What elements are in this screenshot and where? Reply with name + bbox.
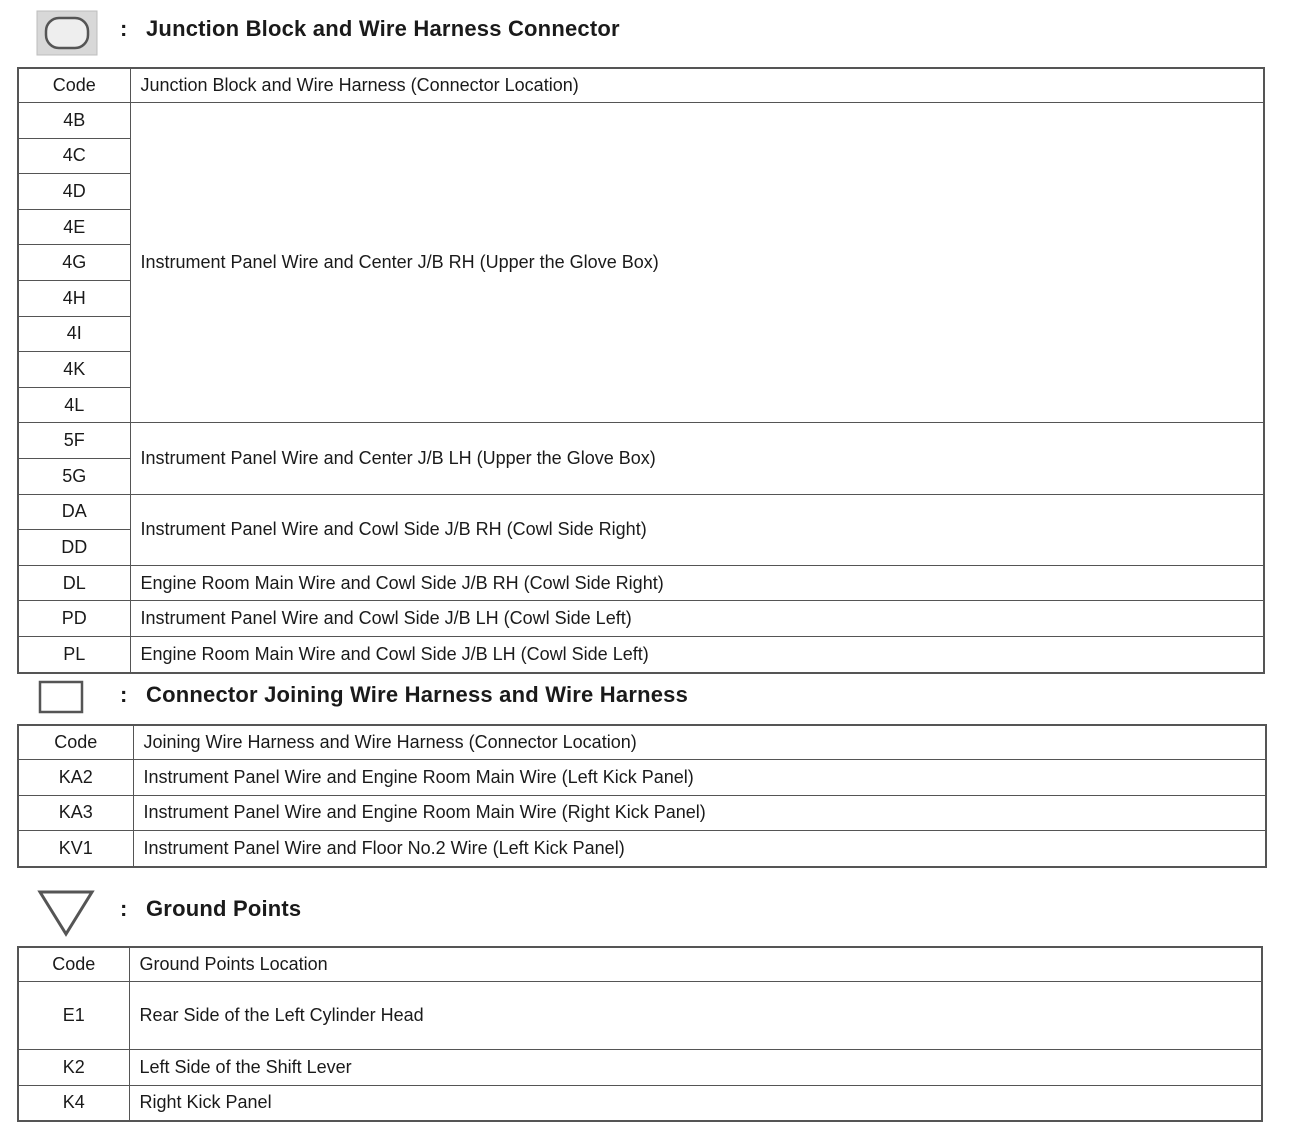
code-cell: PL — [18, 636, 130, 672]
table-row — [18, 1085, 1262, 1121]
desc-cell: Instrument Panel Wire and Cowl Side J/B LH (Cowl Side Left) — [130, 601, 1264, 637]
code-cell: K4 — [18, 1085, 129, 1121]
desc-cell: Instrument Panel Wire and Engine Room Main Wire (Right Kick Panel) — [133, 795, 1266, 831]
ground-section-header — [0, 890, 1312, 930]
table-header-row — [18, 68, 1264, 103]
junction-section-colon: : — [120, 16, 128, 41]
desc-cell: Instrument Panel Wire and Engine Room Main Wire (Left Kick Panel) — [133, 760, 1266, 796]
code-cell: DD — [18, 530, 130, 566]
connector-section-header — [0, 676, 1312, 716]
code-cell: 4E — [18, 209, 130, 245]
table-row — [18, 760, 1266, 796]
table-header-row — [18, 947, 1262, 982]
table-row — [18, 565, 1264, 601]
code-cell: 4H — [18, 280, 130, 316]
desc-cell: Engine Room Main Wire and Cowl Side J/B LH (Cowl Side Left) — [130, 636, 1264, 672]
desc-cell: Instrument Panel Wire and Cowl Side J/B RH (Cowl Side Right) — [130, 494, 1264, 565]
table-header-row — [18, 725, 1266, 760]
header-desc: Ground Points Location — [129, 947, 1262, 982]
junction-section-title: Junction Block and Wire Harness Connector — [146, 16, 620, 41]
connector-table — [17, 724, 1267, 868]
code-cell: 4I — [18, 316, 130, 352]
code-cell: DL — [18, 565, 130, 601]
connector-box-icon — [38, 680, 86, 721]
desc-cell: Instrument Panel Wire and Center J/B RH (Upper the Glove Box) — [130, 103, 1264, 423]
ground-triangle-icon — [36, 888, 98, 943]
desc-cell: Engine Room Main Wire and Cowl Side J/B RH (Cowl Side Right) — [130, 565, 1264, 601]
header-desc: Joining Wire Harness and Wire Harness (Connector Location) — [133, 725, 1266, 760]
code-cell: PD — [18, 601, 130, 637]
table-row — [18, 494, 1264, 530]
table-row — [18, 601, 1264, 637]
desc-cell: Right Kick Panel — [129, 1085, 1262, 1121]
table-row — [18, 636, 1264, 672]
code-cell: 4D — [18, 174, 130, 210]
code-cell: 5G — [18, 458, 130, 494]
junction-block-icon — [36, 10, 98, 61]
code-cell: 4K — [18, 352, 130, 388]
code-cell: 4G — [18, 245, 130, 281]
table-row — [18, 423, 1264, 459]
ground-table — [17, 946, 1263, 1122]
code-cell: KV1 — [18, 831, 133, 867]
code-cell: DA — [18, 494, 130, 530]
code-cell: K2 — [18, 1050, 129, 1086]
connector-section-title: Connector Joining Wire Harness and Wire Harness — [146, 682, 689, 707]
table-row — [18, 795, 1266, 831]
header-code: Code — [18, 947, 129, 982]
connector-section-colon: : — [120, 682, 128, 707]
code-cell: 4C — [18, 138, 130, 174]
ground-section-colon: : — [120, 896, 128, 921]
table-row — [18, 831, 1266, 867]
header-code: Code — [18, 68, 130, 103]
desc-cell: Instrument Panel Wire and Floor No.2 Wire (Left Kick Panel) — [133, 831, 1266, 867]
table-row — [18, 103, 1264, 139]
code-cell: 4L — [18, 387, 130, 423]
header-code: Code — [18, 725, 133, 760]
code-cell: KA3 — [18, 795, 133, 831]
desc-cell: Rear Side of the Left Cylinder Head — [129, 982, 1262, 1050]
desc-cell: Instrument Panel Wire and Center J/B LH (Upper the Glove Box) — [130, 423, 1264, 494]
junction-section-header — [0, 10, 1312, 50]
table-row — [18, 1050, 1262, 1086]
code-cell: E1 — [18, 982, 129, 1050]
code-cell: 5F — [18, 423, 130, 459]
header-desc: Junction Block and Wire Harness (Connector Location) — [130, 68, 1264, 103]
code-cell: KA2 — [18, 760, 133, 796]
table-row — [18, 982, 1262, 1050]
ground-section-title: Ground Points — [146, 896, 302, 921]
code-cell: 4B — [18, 103, 130, 139]
desc-cell: Left Side of the Shift Lever — [129, 1050, 1262, 1086]
junction-table — [17, 67, 1265, 674]
